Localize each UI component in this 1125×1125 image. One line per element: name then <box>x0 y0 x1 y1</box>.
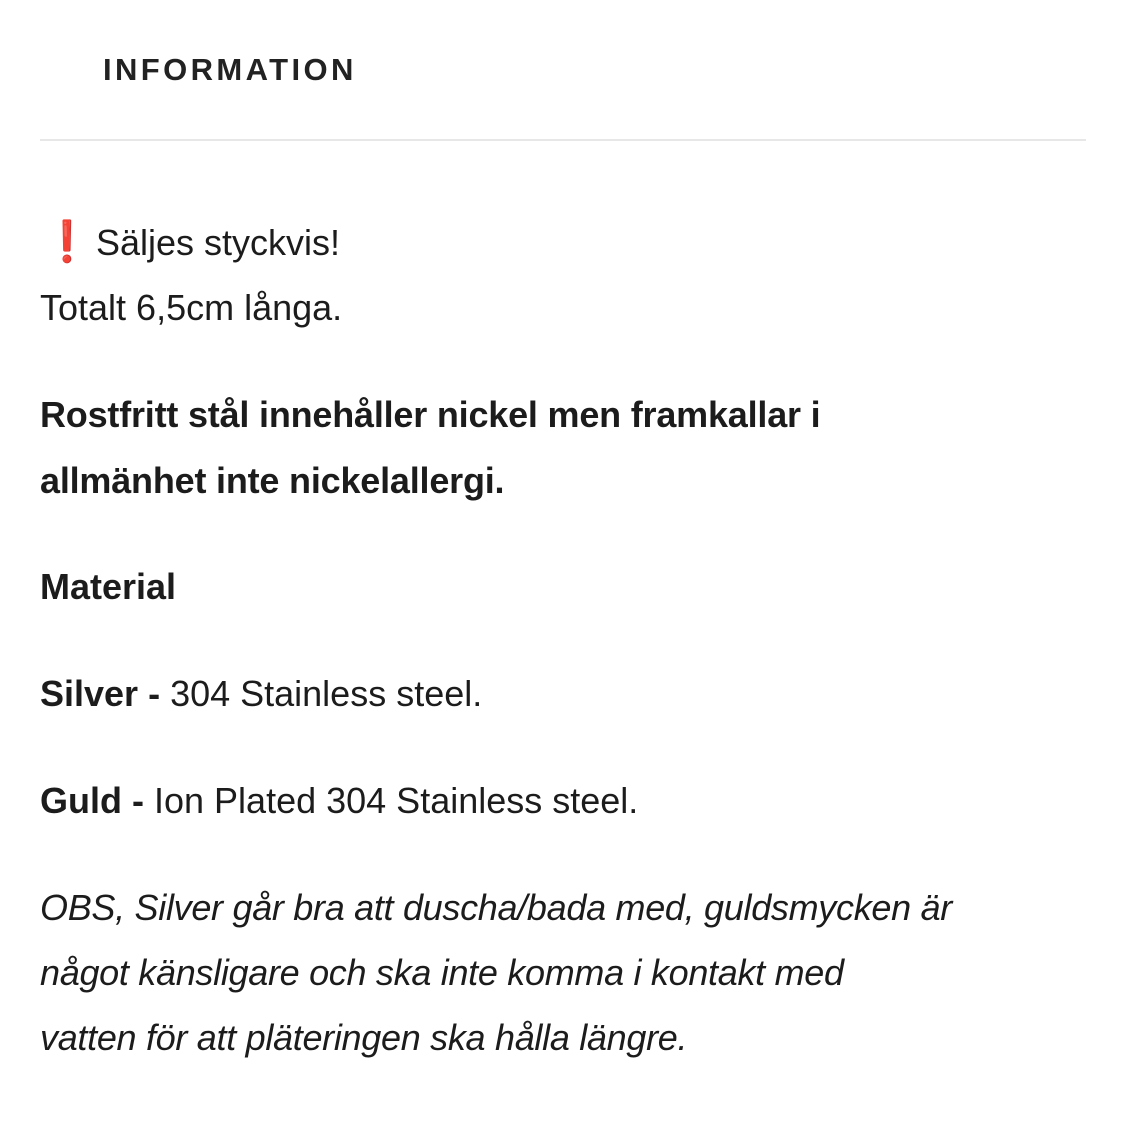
material-label: Silver - <box>40 673 161 714</box>
warning-block <box>40 210 1090 340</box>
sold-individually-text: Säljes styckvis! <box>96 222 341 263</box>
product-description <box>40 210 1090 1070</box>
tab-information[interactable]: INFORMATION <box>103 52 357 87</box>
nickel-notice-line: Rostfritt stål innehåller nickel men framkallar i <box>40 394 821 435</box>
material-heading: Material <box>40 566 177 607</box>
material-silver <box>40 661 1090 727</box>
length-text: Totalt 6,5cm långa. <box>40 287 343 328</box>
section-divider <box>40 139 1086 141</box>
care-note-line: något känsligare och ska inte komma i kontakt med <box>40 952 844 993</box>
care-note <box>40 875 1090 1070</box>
material-value: 304 Stainless steel. <box>160 673 483 714</box>
material-gold <box>40 768 1090 834</box>
care-note-line: vatten för att pläteringen ska hålla längre. <box>40 1017 688 1058</box>
care-note-line: OBS, Silver går bra att duscha/bada med, guldsmycken är <box>40 887 952 928</box>
nickel-notice <box>40 382 1090 514</box>
sold-individually-line <box>40 210 1090 275</box>
material-label: Guld - <box>40 780 144 821</box>
exclamation-mark-icon: ❗ <box>42 220 92 264</box>
nickel-notice-line: allmänhet inte nickelallergi. <box>40 460 505 501</box>
material-value: Ion Plated 304 Stainless steel. <box>143 780 639 821</box>
